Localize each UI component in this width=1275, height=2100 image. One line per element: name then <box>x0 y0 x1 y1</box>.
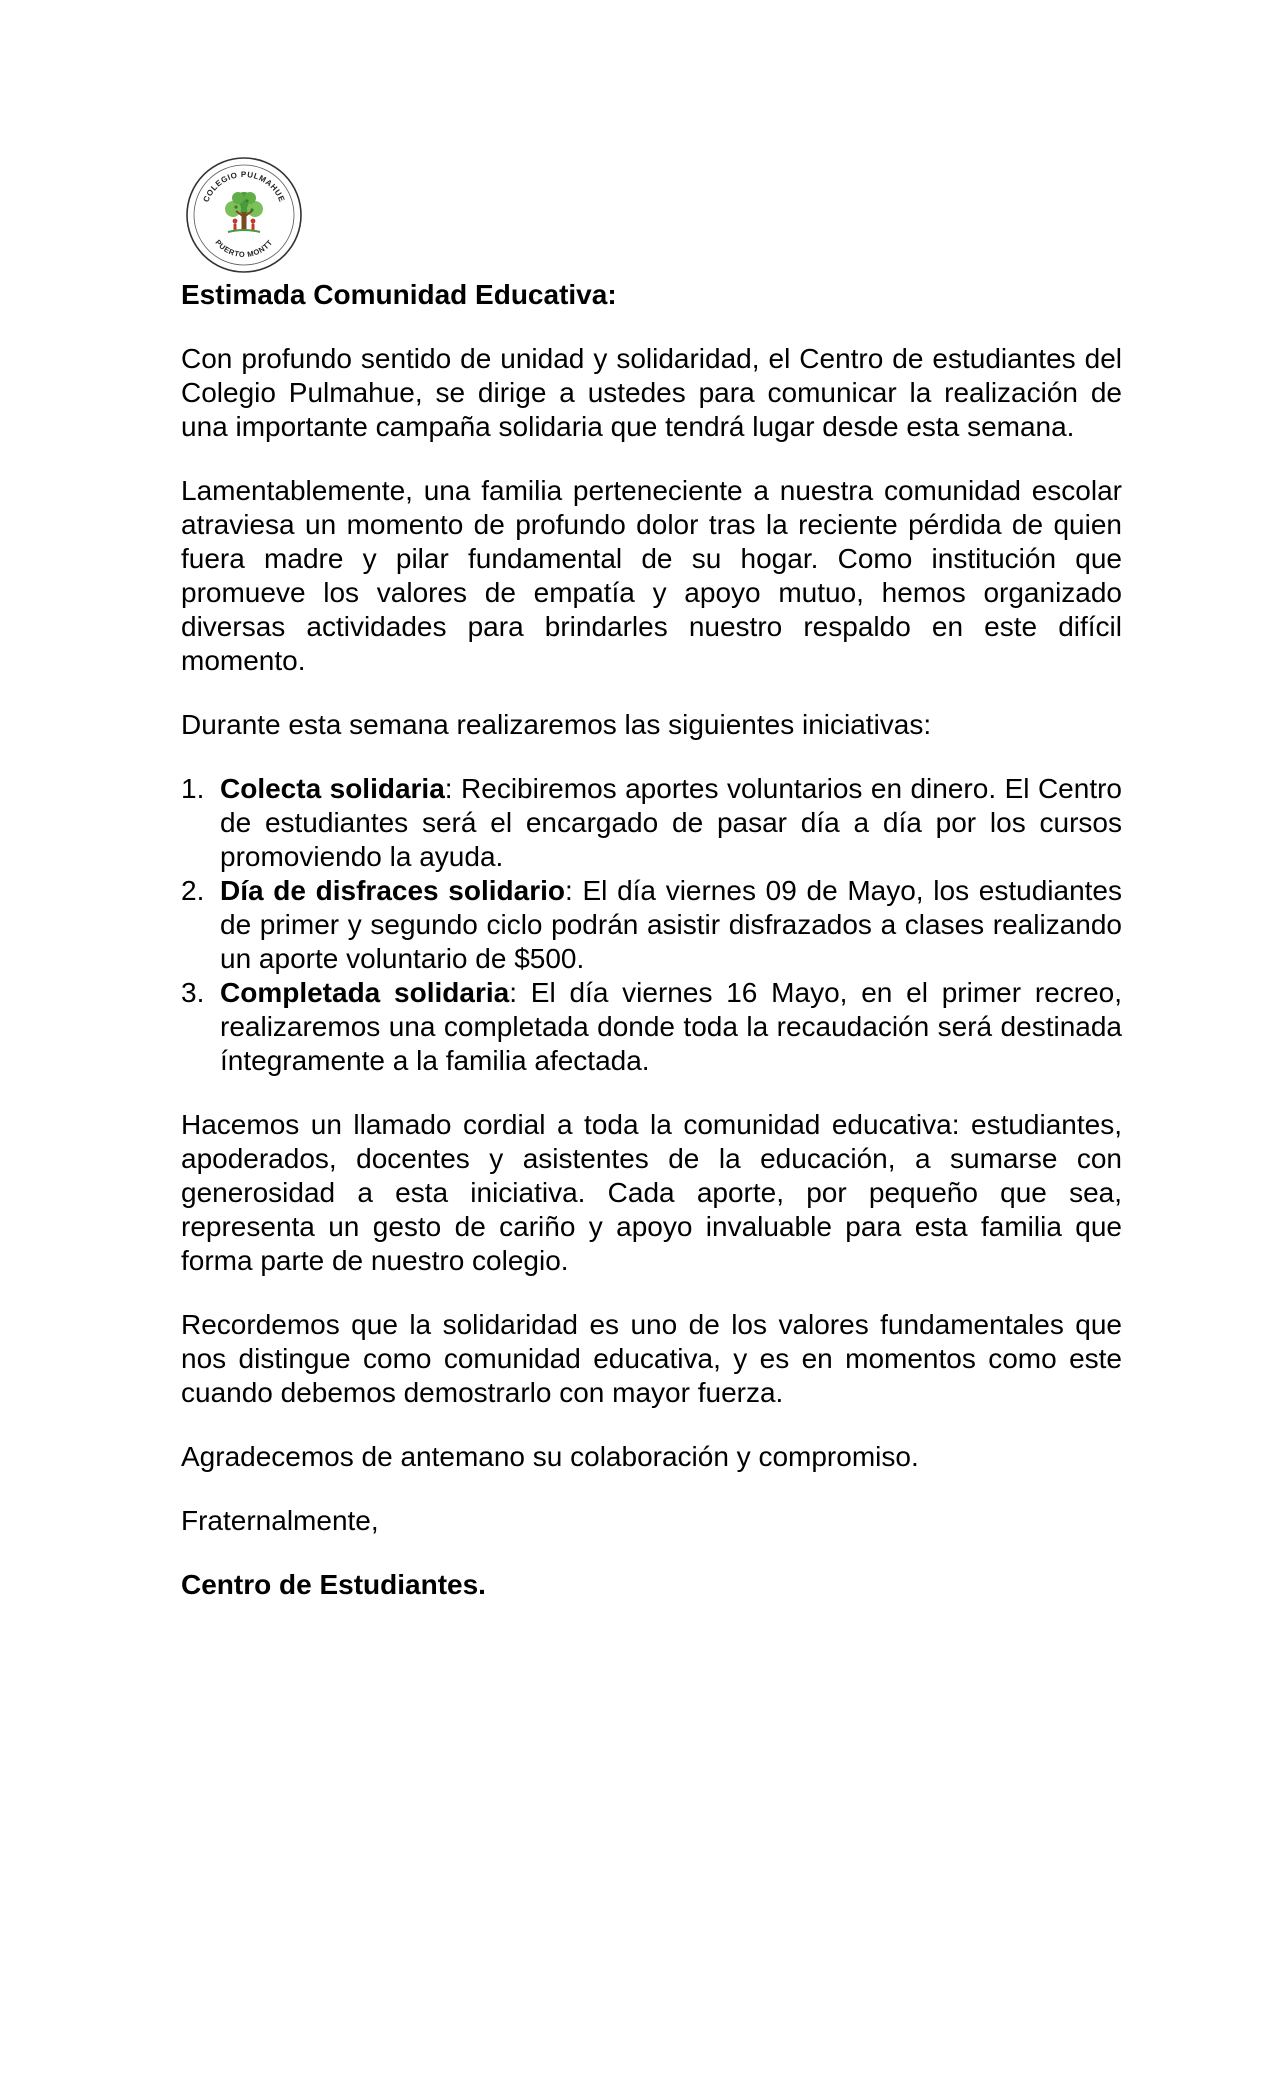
list-item-text: : El día viernes 09 de Mayo, los estudiantes de primer y segundo ciclo podrán asistir disfrazados a clases realizando un aporte voluntario de $500. <box>220 875 1122 974</box>
list-item-text: : El día viernes 16 Mayo, en el primer recreo, realizaremos una completada donde toda la recaudación será destinada íntegramente a la familia afectada. <box>220 977 1123 1076</box>
intro-paragraph: Con profundo sentido de unidad y solidaridad, el Centro de estudiantes del Colegio Pulmahue, se dirige a ustedes para comunicar la realización de una importante campaña solidaria que tendrá lugar desde esta semana. <box>181 343 1122 442</box>
initiatives-list <box>181 772 1122 1078</box>
letter-body <box>181 278 1122 1602</box>
list-item-number: 2. <box>181 875 205 906</box>
signature: Centro de Estudiantes. <box>181 1569 486 1600</box>
greeting-heading: Estimada Comunidad Educativa: <box>181 279 617 310</box>
list-item-title: Colecta solidaria <box>220 773 445 804</box>
logo-bottom-text: PUERTO MONTT <box>213 237 275 260</box>
values-paragraph: Recordemos que la solidaridad es uno de los valores fundamentales que nos distingue como comunidad educativa, y es en momentos como este cuando debemos demostrarlo con mayor fuerza. <box>181 1309 1122 1408</box>
logo-top-text: COLEGIO PULMAHUE <box>201 169 287 204</box>
thanks-paragraph: Agradecemos de antemano su colaboración y compromiso. <box>181 1441 919 1472</box>
closing-line: Fraternalmente, <box>181 1505 379 1536</box>
call-to-action-paragraph: Hacemos un llamado cordial a toda la comunidad educativa: estudiantes, apoderados, docentes y asistentes de la educación, a sumarse con generosidad a esta iniciativa. Cada aporte, por pequeño que sea, representa un gesto de cariño y apoyo invaluable para esta familia que forma parte de nuestro colegio. <box>181 1109 1122 1276</box>
list-item-text: : Recibiremos aportes voluntarios en dinero. El Centro de estudiantes será el encargado de pasar día a día por los cursos promoviendo la ayuda. <box>220 773 1122 872</box>
list-item <box>181 976 1122 1078</box>
list-item-number: 1. <box>181 773 205 804</box>
school-logo <box>184 155 304 275</box>
list-item <box>181 772 1122 874</box>
list-item-title: Día de disfraces solidario <box>220 875 565 906</box>
list-item <box>181 874 1122 976</box>
list-item-number: 3. <box>181 977 205 1008</box>
list-item-title: Completada solidaria <box>220 977 510 1008</box>
initiatives-intro: Durante esta semana realizaremos las siguientes iniciativas: <box>181 709 932 740</box>
context-paragraph: Lamentablemente, una familia perteneciente a nuestra comunidad escolar atraviesa un momento de profundo dolor tras la reciente pérdida de quien fuera madre y pilar fundamental de su hogar. Como institución que promueve los valores de empatía y apoyo mutuo, hemos organizado diversas actividades para brindarles nuestro respaldo en este difícil momento. <box>181 475 1122 676</box>
